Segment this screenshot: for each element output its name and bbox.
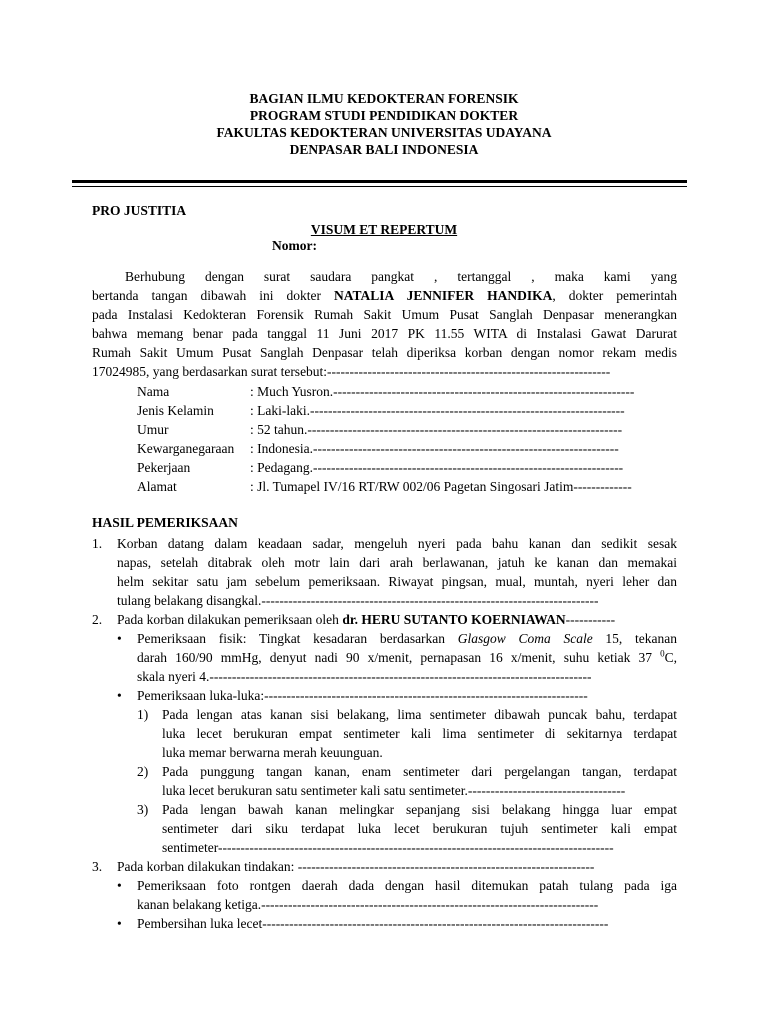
intro-text: , dokter pemerintah [552, 288, 677, 303]
intro-line-6: 17024985, yang berdasarkan surat tersebut:--------------------------------------------------------------- [92, 364, 611, 379]
list-item-1-line-3 [92, 572, 677, 591]
examination-list [92, 534, 677, 933]
intro-text: bertanda tangan dibawah ini dokter [92, 288, 335, 303]
identity-value: : Much Yusron.------------------------------------------------------------------- [250, 384, 635, 399]
list-text: Pada korban dilakukan tindakan: ------------------------------------------------------------------ [117, 859, 595, 874]
list-number: 1. [92, 536, 103, 551]
identity-label: Nama [137, 384, 170, 399]
intro-line-3: pada Instalasi Kedokteran Forensik Rumah Sakit Umum Pusat Sanglah Denpasar menerangkan [92, 307, 677, 322]
list-number: 3. [92, 859, 103, 874]
identity-row-nationality [137, 439, 677, 458]
sub-number: 2) [137, 764, 149, 779]
header-divider-thin [72, 186, 687, 187]
examiner-name: dr. HERU SUTANTO KOERNIAWAN [342, 612, 566, 627]
list-text: Pada lengan atas kanan sisi belakang, lima sentimeter dibawah puncak bahu, terdapat [162, 707, 677, 722]
intro-paragraph [92, 267, 677, 381]
bullet-icon: • [117, 631, 122, 646]
wound-1-line-1 [92, 705, 677, 724]
list-item-3-line-1 [92, 857, 677, 876]
list-text: Pemeriksaan luka-luka:------------------------------------------------------------------------ [137, 688, 588, 703]
bullet-icon: • [117, 688, 122, 703]
wound-3-line-1 [92, 800, 677, 819]
list-item-2-line-1 [92, 610, 677, 629]
physical-exam-line-2 [92, 648, 677, 667]
list-text: tulang belakang disangkal.--------------------------------------------------------------------------- [117, 593, 599, 608]
wound-2-line-2 [92, 781, 677, 800]
pro-justitia-label: PRO JUSTITIA [92, 203, 187, 218]
document-number-label: Nomor: [272, 238, 317, 253]
examination-results-heading: HASIL PEMERIKSAAN [92, 515, 238, 530]
identity-value: : 52 tahun.---------------------------------------------------------------------- [250, 422, 623, 437]
bullet-icon: • [117, 878, 122, 893]
wound-3-line-2 [92, 819, 677, 838]
identity-row-name [137, 382, 677, 401]
wound-exam-label [92, 686, 677, 705]
list-text: Pada lengan bawah kanan melingkar sepanjang sisi belakang hingga luar empat [162, 802, 677, 817]
list-text: darah 160/90 mmHg, denyut nadi 90 x/menit, pernapasan 16 x/menit, suhu ketiak 37 [137, 650, 661, 665]
wound-1-line-3 [92, 743, 677, 762]
document-title: VISUM ET REPERTUM [310, 222, 458, 237]
list-text [117, 610, 677, 629]
list-text: Pada korban dilakukan pemeriksaan oleh [117, 612, 343, 627]
list-text: ----------- [565, 612, 616, 627]
identity-value: : Jl. Tumapel IV/16 RT/RW 002/06 Pagetan Singosari Jatim------------- [250, 479, 632, 494]
sub-number: 3) [137, 802, 149, 817]
identity-row-address [137, 477, 677, 496]
identity-label: Pekerjaan [137, 460, 191, 475]
wound-1-line-2 [92, 724, 677, 743]
degree-superscript: 0 [660, 648, 665, 659]
identity-row-sex [137, 401, 677, 420]
list-item-1-line-4 [92, 591, 677, 610]
gcs-term: Glasgow Coma Scale [457, 631, 593, 646]
xray-line-1 [92, 876, 677, 895]
list-text: Pada punggung tangan kanan, enam sentimeter dari pergelangan tangan, terdapat [162, 764, 677, 779]
list-text: luka lecet berukuran empat sentimeter kali lima sentimeter di sekitarnya terdapat [162, 726, 677, 741]
list-number: 2. [92, 612, 103, 627]
identity-label: Umur [137, 422, 169, 437]
identity-value: : Pedagang.--------------------------------------------------------------------- [250, 460, 624, 475]
identity-row-age [137, 420, 677, 439]
identity-value: : Laki-laki.---------------------------------------------------------------------- [250, 403, 625, 418]
patient-identity [137, 382, 677, 496]
letterhead-line-1: BAGIAN ILMU KEDOKTERAN FORENSIK [249, 91, 519, 106]
list-text: luka memar berwarna merah keuunguan. [162, 745, 383, 760]
physical-exam-line-1 [92, 629, 677, 648]
wound-2-line-1 [92, 762, 677, 781]
xray-line-2 [92, 895, 677, 914]
list-text: luka lecet berukuran satu sentimeter kali satu sentimeter.----------------------------------- [162, 783, 626, 798]
letterhead-line-3: FAKULTAS KEDOKTERAN UNIVERSITAS UDAYANA [216, 125, 552, 140]
intro-line-4: bahwa memang benar pada tanggal 11 Juni 2017 PK 11.55 WITA di Instalasi Gawat Darurat [92, 326, 677, 341]
list-text: kanan belakang ketiga.--------------------------------------------------------------------------- [137, 897, 599, 912]
wound-3-line-3 [92, 838, 677, 857]
list-text: Korban datang dalam keadaan sadar, mengeluh nyeri pada bahu kanan dan sedikit sesak [117, 536, 677, 551]
list-text: Pemeriksaan foto rontgen daerah dada dengan hasil ditemukan patah tulang pada iga [137, 878, 677, 893]
identity-value: : Indonesia.-------------------------------------------------------------------- [250, 441, 619, 456]
header-divider-thick [72, 180, 687, 183]
list-text [137, 629, 677, 648]
intro-line-1: Berhubung dengan surat saudara pangkat , tertanggal , maka kami yang [125, 269, 677, 284]
list-item-1-line-2 [92, 553, 677, 572]
list-text [137, 648, 677, 667]
physical-exam-line-3 [92, 667, 677, 686]
list-text: sentimeter---------------------------------------------------------------------------------------- [162, 840, 614, 855]
list-item-1-line-1 [92, 534, 677, 553]
list-text: sentimeter dari siku terdapat luka lecet berukuran tujuh sentimeter kali empat [162, 821, 677, 836]
list-text: Pembersihan luka lecet----------------------------------------------------------------------------- [137, 916, 609, 931]
intro-line-2 [92, 286, 677, 305]
identity-row-occupation [137, 458, 677, 477]
list-text: C, [664, 650, 677, 665]
doctor-name: NATALIA JENNIFER HANDIKA [334, 288, 553, 303]
sub-number: 1) [137, 707, 149, 722]
intro-line-5: Rumah Sakit Umum Pusat Sanglah Denpasar telah diperiksa korban dengan nomor rekam medis [92, 345, 677, 360]
letterhead-line-2: PROGRAM STUDI PENDIDIKAN DOKTER [249, 108, 519, 123]
list-text: napas, setelah ditabrak oleh motr lain dari arah berlawanan, jatuh ke kanan dan memakai [117, 555, 677, 570]
wound-cleaning-line [92, 914, 677, 933]
list-text: helm sekitar satu jam sebelum pemeriksaan. Riwayat pingsan, mual, muntah, nyeri leher dan [117, 574, 677, 589]
identity-label: Jenis Kelamin [137, 403, 214, 418]
identity-label: Alamat [137, 479, 177, 494]
list-text: skala nyeri 4.------------------------------------------------------------------------------------- [137, 669, 592, 684]
list-text: 15, tekanan [592, 631, 677, 646]
letterhead [0, 90, 768, 158]
bullet-icon: • [117, 916, 122, 931]
list-text: Pemeriksaan fisik: Tingkat kesadaran berdasarkan [137, 631, 458, 646]
letterhead-line-4: DENPASAR BALI INDONESIA [289, 142, 479, 157]
identity-label: Kewarganegaraan [137, 441, 235, 456]
